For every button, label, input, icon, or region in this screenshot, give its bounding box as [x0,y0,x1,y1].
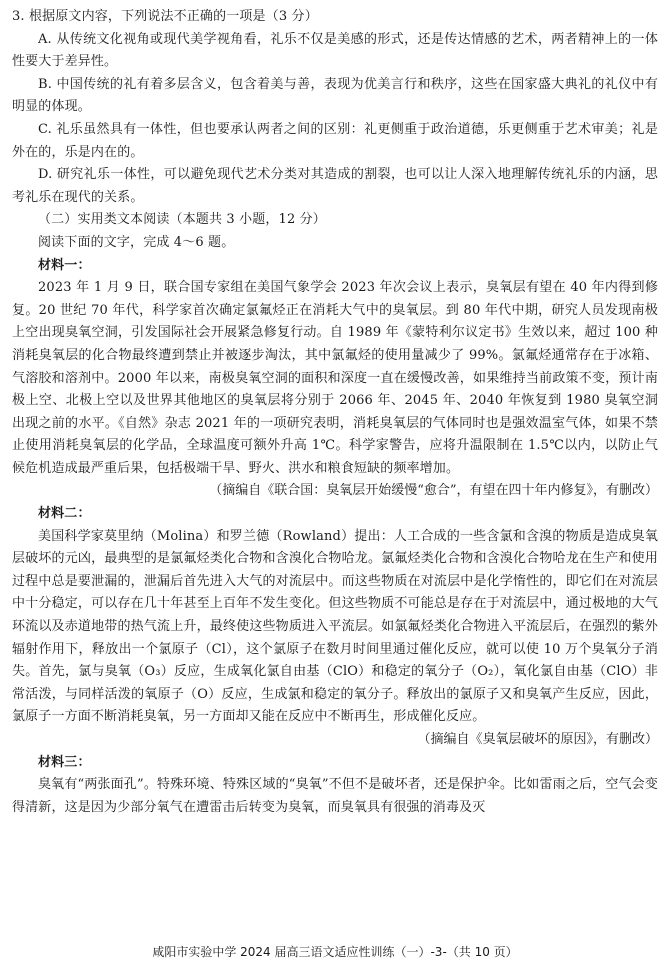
option-b: B. 中国传统的礼有着多层含义，包含着美与善，表现为优美言行和秩序，这些在国家盛大典礼的礼仪中有明显的体现。 [12,76,658,115]
page-footer: 咸阳市实验中学 2024 届高三语文适应性训练（一）-3-（共 10 页） [152,945,518,959]
material3-title: 材料三： [38,754,91,770]
section-instruction: 阅读下面的文字，完成 4～6 题。 [38,234,235,250]
option-c: C. 礼乐虽然具有一体性，但也要承认两者之间的区别：礼更侧重于政治道德，乐更侧重于艺术审美；礼是外在的，乐是内在的。 [12,121,658,160]
material1-body: 2023 年 1 月 9 日，联合国专家组在美国气象学会 2023 年次会议上表示，臭氧层有望在 40 年内得到修复。20 世纪 70 年代，科学家首次确定氯氟烃正在消耗大气中的臭氧层。到 80 年代中期，研究人员发现南极上空出现臭氧空洞，引发国际社会开展紧急修复行动。自 1989 年《蒙特利尔议定书》生效以来，超过 100 种消耗臭氧层的化合物最终遭到禁止并被逐步淘汰，其中氯氟烃的使用量减少了 99%。氯氟烃通常存在于冰箱、气溶胶和溶剂中。2000 年以来，南极臭氧空洞的面积和深度一直在缓慢改善，如果维持当前政策不变，预计南极上空、北极上空以及世界其他地区的臭氧层将分别于 2066 年、2045 年、2040 年恢复到 1980 臭氧空洞出现之前的水平。《自然》杂志 2021 年的一项研究表明，消耗臭氧层的气体同时也是强效温室气体，如果不禁止使用消耗臭氧层的化学品，全球温度可额外升高 1℃。科学家警告，应将升温限制在 1.5℃以内，以防止气候危机造成最严重后果，包括极端干旱、野火、洪水和粮食短缺的频率增加。 [12,280,658,476]
material1-source: （摘编自《联合国：臭氧层开始缓慢“愈合”，有望在四十年内修复》，有删改） [209,483,658,499]
material2-body: 美国科学家莫里纳（Molina）和罗兰德（Rowland）提出：人工合成的一些含氯和含溴的物质是造成臭氧层破坏的元凶，最典型的是氯氟烃类化合物和含溴化合物哈龙。氯氟烃类化合物和含溴化合物哈龙在生产和使用过程中总是要泄漏的，泄漏后首先进入大气的对流层中。而这些物质在对流层中是化学惰性的，即它们在对流层中十分稳定，可以存在几十年甚至上百年不发生变化。但这些物质不可能总是存在于对流层中，通过极地的大气环流以及赤道地带的热气流上升，最终使这些物质进入平流层。如氯氟烃类化合物进入平流层后，在强烈的紫外辐射作用下，释放出一个氯原子（Cl），这个氯原子在数月时间里通过催化反应，就可以使 10 万个臭氧分子消失。首先，氯与臭氧（O₃）反应，生成氧化氯自由基（ClO）和稳定的氧分子（O₂），氧化氯自由基（ClO）非常活泼，与同样活泼的氧原子（O）反应，生成氯和稳定的氧分子。释放出的氯原子又和臭氧产生反应，因此，氯原子一方面不断消耗臭氧，另一方面却又能在反应中不断再生，形成催化反应。 [12,528,658,725]
material2-title: 材料二： [38,506,91,522]
section-heading: （二）实用类文本阅读（本题共 3 小题，12 分） [38,212,326,228]
material3-body: 臭氧有“两张面孔”。特殊环境、特殊区域的“臭氧”不但不是破坏者，还是保护伞。比如雷雨之后，空气会变得清新，这是因为少部分氧气在遭雷击后转变为臭氧，而臭氧具有很强的消毒及灭 [12,777,658,815]
option-a: A. 从传统文化视角或现代美学视角看，礼乐不仅是美感的形式，还是传达情感的艺术，两者精神上的一体性要大于差异性。 [12,31,658,70]
material2-source: （摘编自《臭氧层破坏的原因》，有删改） [417,732,658,747]
question-stem: 3. 根据原文内容，下列说法不正确的一项是（3 分） [12,9,318,24]
material1-title: 材料一： [38,257,91,273]
option-d: D. 研究礼乐一体性，可以避免现代艺术分类对其造成的割裂，也可以让人深入地理解传统礼乐的内涵，思考礼乐在现代的关系。 [12,167,658,205]
